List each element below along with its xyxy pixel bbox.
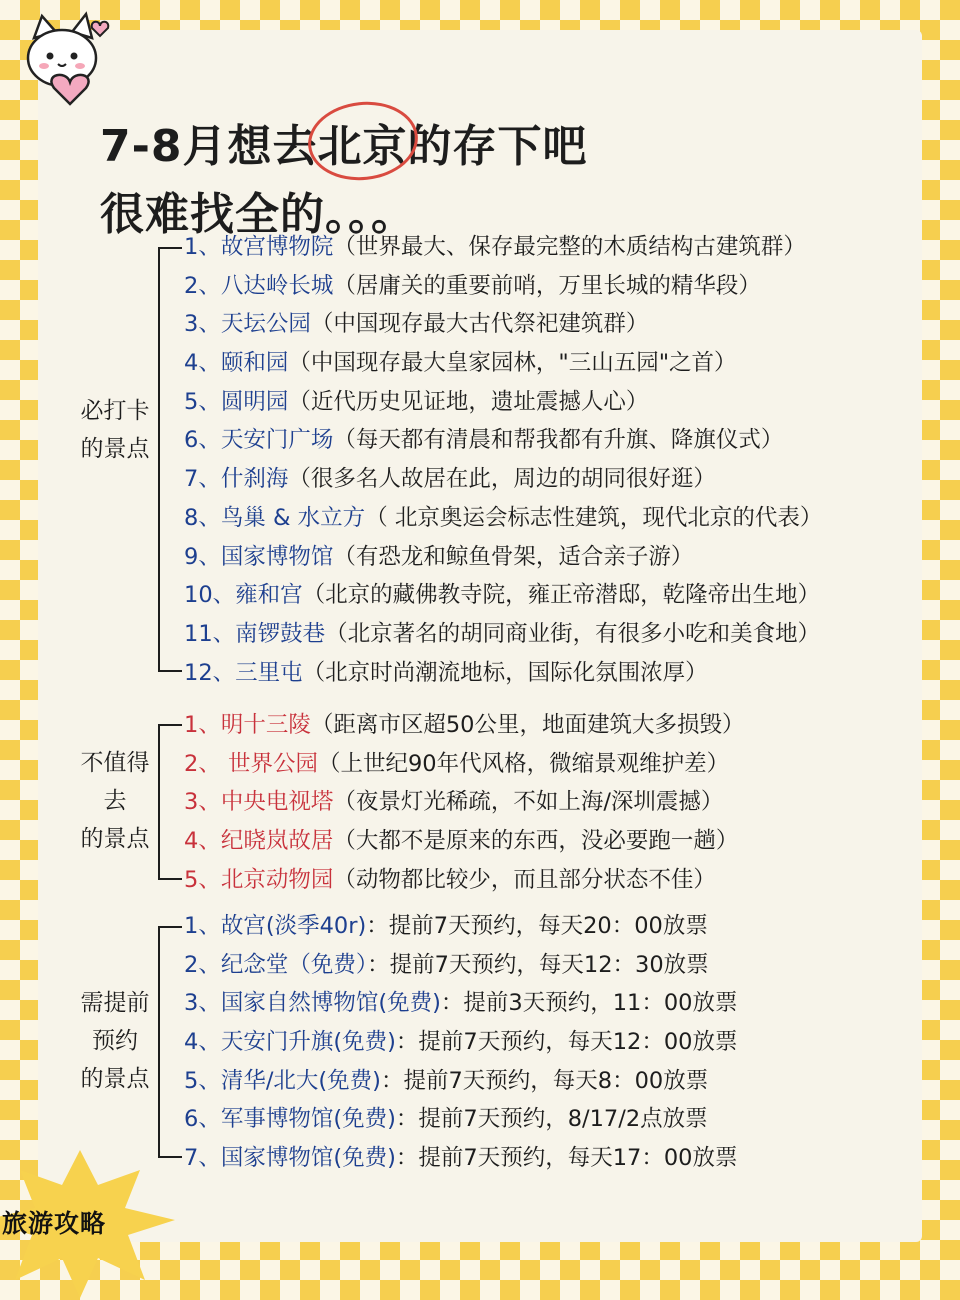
must-visit-label-line2: 的景点 (80, 436, 150, 462)
list-item: 12、三里屯（北京时尚潮流地标，国际化氛围浓厚） (184, 659, 708, 686)
list-item: 2、 世界公园（上世纪90年代风格，微缩景观维护差） (184, 750, 730, 777)
list-item: 1、故宫博物院（世界最大、保存最完整的木质结构古建筑群） (184, 234, 806, 260)
list-item: 2、纪念堂（免费）：提前7天预约，每天12：30放票 (184, 951, 709, 978)
not-worth-bracket (158, 724, 182, 880)
list-item: 6、军事博物馆(免费)：提前7天预约，8/17/2点放票 (184, 1106, 708, 1133)
list-item: 1、故宫(淡季40r)：提前7天预约，每天20：00放票 (184, 913, 708, 939)
list-item: 11、南锣鼓巷（北京著名的胡同商业街，有很多小吃和美食地） (184, 620, 821, 647)
list-item: 9、国家博物馆（有恐龙和鲸鱼骨架，适合亲子游） (184, 543, 694, 570)
list-item: 3、中央电视塔（夜景灯光稀疏，不如上海/深圳震撼） (184, 789, 724, 816)
title-before: 7-8月想去 (100, 121, 318, 172)
list-item: 5、圆明园（近代历史见证地，遗址震撼人心） (184, 388, 649, 415)
reservation-label-line3: 的景点 (80, 1066, 150, 1092)
not-worth-label-line2: 去 (103, 788, 127, 814)
must-visit-list (184, 228, 822, 692)
reservation-list (184, 907, 737, 1178)
list-item: 3、天坛公园（中国现存最大古代祭祀建筑群） (184, 311, 649, 338)
list-item: 1、明十三陵（距离市区超50公里，地面建筑大多损毁） (184, 712, 745, 738)
list-item: 8、鸟巢 & 水立方（ 北京奥运会标志性建筑，现代北京的代表） (184, 504, 823, 531)
page-title-line2: 很难找全的。。。 (100, 189, 416, 240)
list-item: 5、清华/北大(免费)：提前7天预约，每天8：00放票 (184, 1067, 709, 1094)
not-worth-label-line1: 不值得 (80, 750, 150, 776)
list-item: 6、天安门广场（每天都有清晨和帮我都有升旗、降旗仪式） (184, 427, 784, 454)
list-item: 4、纪晓岚故居（大都不是原来的东西，没必要跑一趟） (184, 828, 739, 855)
list-item: 4、颐和园（中国现存最大皇家园林，"三山五园"之首） (184, 350, 737, 377)
list-item: 4、天安门升旗(免费)：提前7天预约，每天12：00放票 (184, 1029, 738, 1056)
list-item: 2、八达岭长城（居庸关的重要前哨，万里长城的精华段） (184, 272, 761, 299)
list-item: 3、国家自然博物馆(免费)：提前3天预约，11：00放票 (184, 990, 738, 1017)
list-item: 5、北京动物园（动物都比较少，而且部分状态不佳） (184, 866, 716, 893)
page-title-line1 (100, 110, 588, 174)
title-circled-beijing: 北京 (318, 110, 408, 174)
not-worth-label (70, 744, 160, 858)
reservation-label-line2: 预约 (92, 1028, 138, 1054)
title-after: 的存下吧 (407, 121, 588, 172)
reservation-bracket (158, 926, 182, 1158)
list-item: 7、什刹海（很多名人故居在此，周边的胡同很好逛） (184, 466, 716, 493)
cat-holding-heart-icon (14, 8, 118, 112)
not-worth-list (184, 706, 744, 899)
reservation-label (70, 984, 160, 1098)
travel-guide-tag: 旅游攻略 (2, 1209, 107, 1238)
must-visit-bracket (158, 247, 182, 672)
must-visit-label (70, 392, 160, 468)
must-visit-label-line1: 必打卡 (80, 398, 150, 424)
reservation-label-line1: 需提前 (80, 990, 150, 1016)
not-worth-label-line3: 的景点 (80, 826, 150, 852)
list-item: 7、国家博物馆(免费)：提前7天预约，每天17：00放票 (184, 1145, 738, 1172)
list-item: 10、雍和宫（北京的藏佛教寺院，雍正帝潜邸，乾隆帝出生地） (184, 582, 821, 609)
